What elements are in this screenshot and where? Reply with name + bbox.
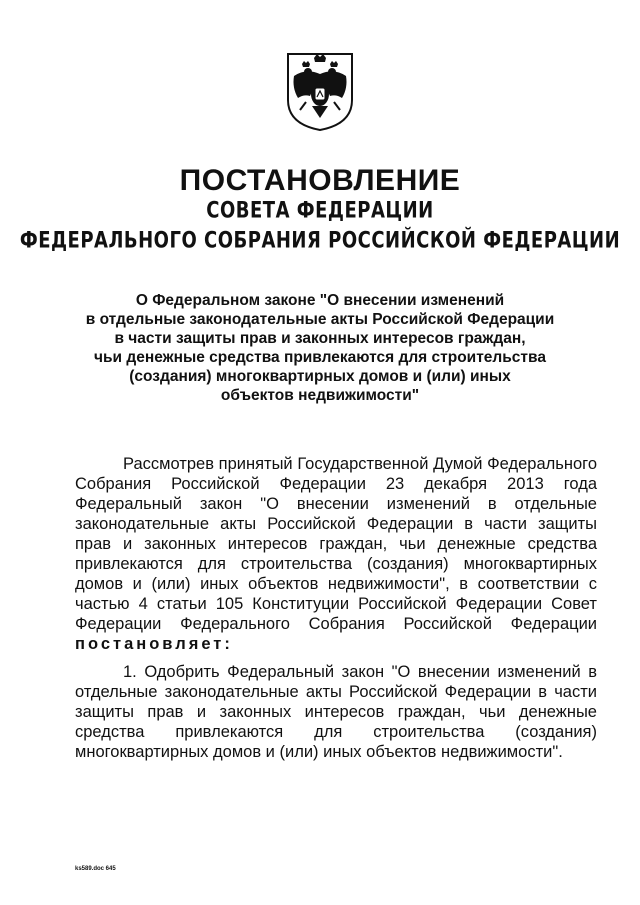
preamble-paragraph [75, 454, 597, 654]
law-title-line: объектов недвижимости" [220, 387, 420, 404]
law-title-line: чьи денежные средства привлекаются для строительства [94, 349, 546, 366]
article-1-paragraph [75, 662, 597, 762]
paragraph-line: средства привлекаются для строительства (создания) [75, 723, 597, 741]
paragraph-line: прав и законных интересов граждан, чьи денежные средства [75, 535, 597, 553]
law-title-line: О Федеральном законе "О внесении изменений [135, 292, 505, 309]
paragraph-line: отдельные законодательные акты Российской Федерации в части [75, 683, 597, 701]
file-reference: ks589.doc 645 [75, 866, 116, 872]
coat-of-arms-icon [284, 50, 356, 132]
paragraph-line: привлекаются для строительства (создания) многоквартирных [75, 555, 597, 573]
paragraph-line: законодательные акты Российской Федерации в части защиты [75, 515, 597, 533]
law-title-line: в части защиты прав и законных интересов граждан, [114, 330, 526, 347]
law-title-line: в отдельные законодательные акты Российской Федерации [85, 311, 555, 328]
paragraph-line: частью 4 статьи 105 Конституции Российской Федерации Совет [75, 595, 597, 613]
document-title: ПОСТАНОВЛЕНИЕ [179, 164, 461, 197]
paragraph-line: 1. Одобрить Федеральный закон "О внесении изменений в [123, 663, 597, 681]
law-title [70, 291, 570, 405]
law-title-line: (создания) многоквартирных домов и (или) иных [129, 368, 511, 385]
document-subtitle-assembly: ФЕДЕРАЛЬНОГО СОБРАНИЯ РОССИЙСКОЙ ФЕДЕРАЦИИ [19, 227, 621, 254]
paragraph-line: многоквартирных домов и (или) иных объектов недвижимости". [75, 743, 563, 761]
paragraph-line: Рассмотрев принятый Государственной Думой Федерального [123, 455, 597, 473]
paragraph-line: Собрания Российской Федерации 23 декабря 2013 года [75, 475, 597, 493]
decree-word: постановляет: [75, 635, 233, 653]
paragraph-line: защиты прав и законных интересов граждан, чьи денежные [75, 703, 597, 721]
paragraph-line: Федерации Федерального Собрания Российской Федерации [75, 615, 597, 633]
paragraph-line: Федеральный закон "О внесении изменений в отдельные [75, 495, 597, 513]
document-subtitle-council: СОВЕТА ФЕДЕРАЦИИ [206, 197, 434, 224]
paragraph-line: домов и (или) иных объектов недвижимости", в соответствии с [75, 575, 597, 593]
